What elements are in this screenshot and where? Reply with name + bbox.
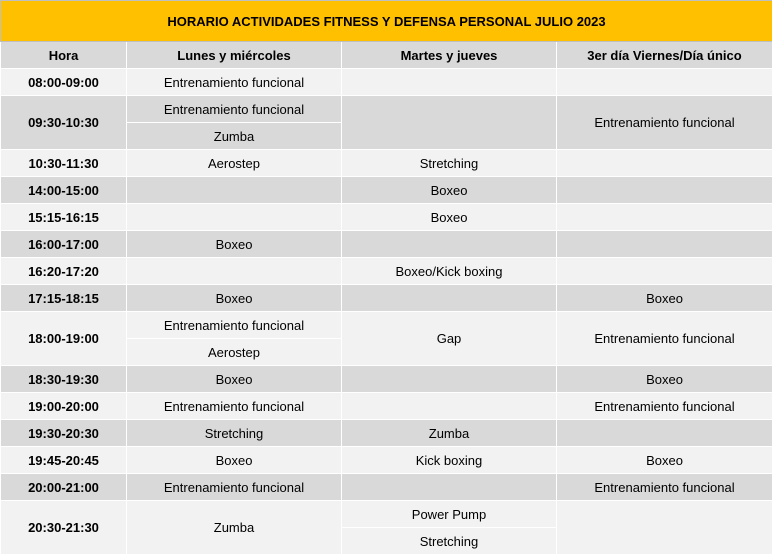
- hour-cell: 19:00-20:00: [1, 393, 127, 420]
- table-row: [1, 96, 772, 123]
- martes-jueves-cell: [342, 285, 557, 312]
- martes-jueves-cell: [342, 393, 557, 420]
- martes-jueves-cell: [342, 474, 557, 501]
- viernes-cell: Entrenamiento funcional: [557, 393, 772, 420]
- martes-jueves-cell: Stretching: [342, 150, 557, 177]
- martes-jueves-cell: [342, 366, 557, 393]
- schedule-title: HORARIO ACTIVIDADES FITNESS Y DEFENSA PERSONAL JULIO 2023: [1, 1, 772, 42]
- hour-cell: 15:15-16:15: [1, 204, 127, 231]
- lunes-miercoles-cell: Boxeo: [127, 231, 342, 258]
- lunes-miercoles-cell: Entrenamiento funcional: [127, 474, 342, 501]
- martes-jueves-cell: Boxeo: [342, 177, 557, 204]
- viernes-cell: Boxeo: [557, 285, 772, 312]
- hour-cell: 20:00-21:00: [1, 474, 127, 501]
- viernes-cell: [557, 204, 772, 231]
- viernes-cell: [557, 150, 772, 177]
- table-row: [1, 231, 772, 258]
- hour-cell: 18:00-19:00: [1, 312, 127, 366]
- table-row: [1, 366, 772, 393]
- martes-jueves-cell: Gap: [342, 312, 557, 366]
- martes-jueves-cell: Boxeo: [342, 204, 557, 231]
- viernes-cell: Entrenamiento funcional: [557, 312, 772, 366]
- lunes-miercoles-cell: Aerostep: [127, 339, 342, 366]
- column-header-martes-jueves: Martes y jueves: [342, 42, 557, 69]
- column-header-hora: Hora: [1, 42, 127, 69]
- table-row: [1, 177, 772, 204]
- table-row: [1, 312, 772, 339]
- lunes-miercoles-cell: Aerostep: [127, 150, 342, 177]
- lunes-miercoles-cell: Stretching: [127, 420, 342, 447]
- lunes-miercoles-cell: Entrenamiento funcional: [127, 312, 342, 339]
- hour-cell: 17:15-18:15: [1, 285, 127, 312]
- lunes-miercoles-cell: [127, 204, 342, 231]
- viernes-cell: Entrenamiento funcional: [557, 474, 772, 501]
- header-row: [1, 42, 772, 69]
- martes-jueves-cell: Power Pump: [342, 501, 557, 528]
- hour-cell: 19:45-20:45: [1, 447, 127, 474]
- viernes-cell: [557, 69, 772, 96]
- table-row: [1, 393, 772, 420]
- lunes-miercoles-cell: Boxeo: [127, 285, 342, 312]
- martes-jueves-cell: [342, 96, 557, 150]
- table-row: [1, 420, 772, 447]
- hour-cell: 10:30-11:30: [1, 150, 127, 177]
- lunes-miercoles-cell: Boxeo: [127, 447, 342, 474]
- martes-jueves-cell: Stretching: [342, 528, 557, 555]
- table-row: [1, 150, 772, 177]
- table-row: [1, 501, 772, 528]
- viernes-cell: Boxeo: [557, 366, 772, 393]
- table-row: [1, 204, 772, 231]
- viernes-cell: [557, 420, 772, 447]
- hour-cell: 19:30-20:30: [1, 420, 127, 447]
- martes-jueves-cell: Boxeo/Kick boxing: [342, 258, 557, 285]
- martes-jueves-cell: [342, 69, 557, 96]
- lunes-miercoles-cell: Entrenamiento funcional: [127, 69, 342, 96]
- viernes-cell: [557, 258, 772, 285]
- lunes-miercoles-cell: Zumba: [127, 501, 342, 555]
- lunes-miercoles-cell: [127, 258, 342, 285]
- table-row: [1, 69, 772, 96]
- column-header-lunes-miercoles: Lunes y miércoles: [127, 42, 342, 69]
- viernes-cell: Boxeo: [557, 447, 772, 474]
- hour-cell: 16:20-17:20: [1, 258, 127, 285]
- martes-jueves-cell: Zumba: [342, 420, 557, 447]
- column-header-viernes-dia-unico: 3er día Viernes/Día único: [557, 42, 772, 69]
- viernes-cell: [557, 501, 772, 555]
- hour-cell: 08:00-09:00: [1, 69, 127, 96]
- viernes-cell: Entrenamiento funcional: [557, 96, 772, 150]
- hour-cell: 18:30-19:30: [1, 366, 127, 393]
- lunes-miercoles-cell: Boxeo: [127, 366, 342, 393]
- table-row: [1, 285, 772, 312]
- table-row: [1, 258, 772, 285]
- hour-cell: 14:00-15:00: [1, 177, 127, 204]
- hour-cell: 09:30-10:30: [1, 96, 127, 150]
- viernes-cell: [557, 231, 772, 258]
- hour-cell: 20:30-21:30: [1, 501, 127, 555]
- lunes-miercoles-cell: [127, 177, 342, 204]
- table-row: [1, 474, 772, 501]
- viernes-cell: [557, 177, 772, 204]
- table-row: [1, 447, 772, 474]
- martes-jueves-cell: [342, 231, 557, 258]
- lunes-miercoles-cell: Zumba: [127, 123, 342, 150]
- lunes-miercoles-cell: Entrenamiento funcional: [127, 96, 342, 123]
- lunes-miercoles-cell: Entrenamiento funcional: [127, 393, 342, 420]
- hour-cell: 16:00-17:00: [1, 231, 127, 258]
- martes-jueves-cell: Kick boxing: [342, 447, 557, 474]
